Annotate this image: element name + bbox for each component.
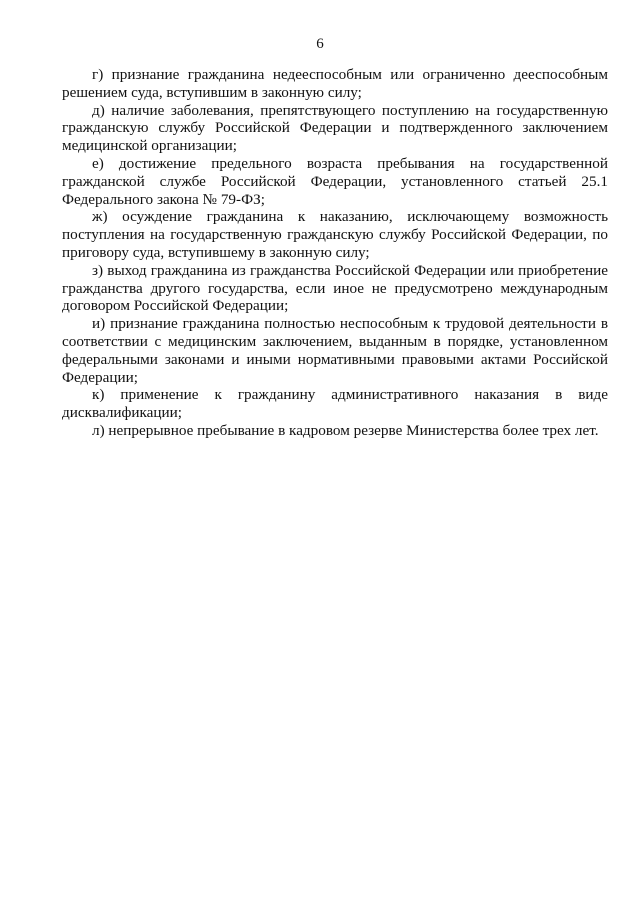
list-item-d: д) наличие заболевания, препятствующего поступлению на государственную гражданскую службу Российской Федерации и подтвержденного заключением медицинской организации;: [62, 101, 608, 155]
list-item-l: л) непрерывное пребывание в кадровом резерве Министерства более трех лет.: [92, 421, 599, 439]
list-item-k: к) применение к гражданину административного наказания в виде дисквалификации;: [62, 386, 608, 422]
list-item-zh: ж) осуждение гражданина к наказанию, исключающему возможность поступления на государственную гражданскую службу Российской Федерации, по приговору суда, вступившему в законную силу;: [62, 208, 608, 261]
list-item-e: е) достижение предельного возраста пребывания на государственной гражданской службе Российской Федерации, установленного статьей 25.1 Федерального закона № 79-ФЗ;: [62, 154, 608, 208]
page-number: 6: [316, 36, 324, 52]
list-item-z: з) выход гражданина из гражданства Российской Федерации или приобретение гражданства другого государства, если иное не предусмотрено международным договором Российской Федерации;: [62, 261, 608, 315]
document-body: [62, 66, 608, 440]
list-item-g: г) признание гражданина недееспособным или ограниченно дееспособным решением суда, вступившим в законную силу;: [62, 66, 608, 101]
list-item-i: и) признание гражданина полностью неспособным к трудовой деятельности в соответствии с медицинским заключением, выданным в порядке, установленном федеральными законами и иными нормативными правовыми актами Российской Федерации;: [62, 315, 608, 386]
